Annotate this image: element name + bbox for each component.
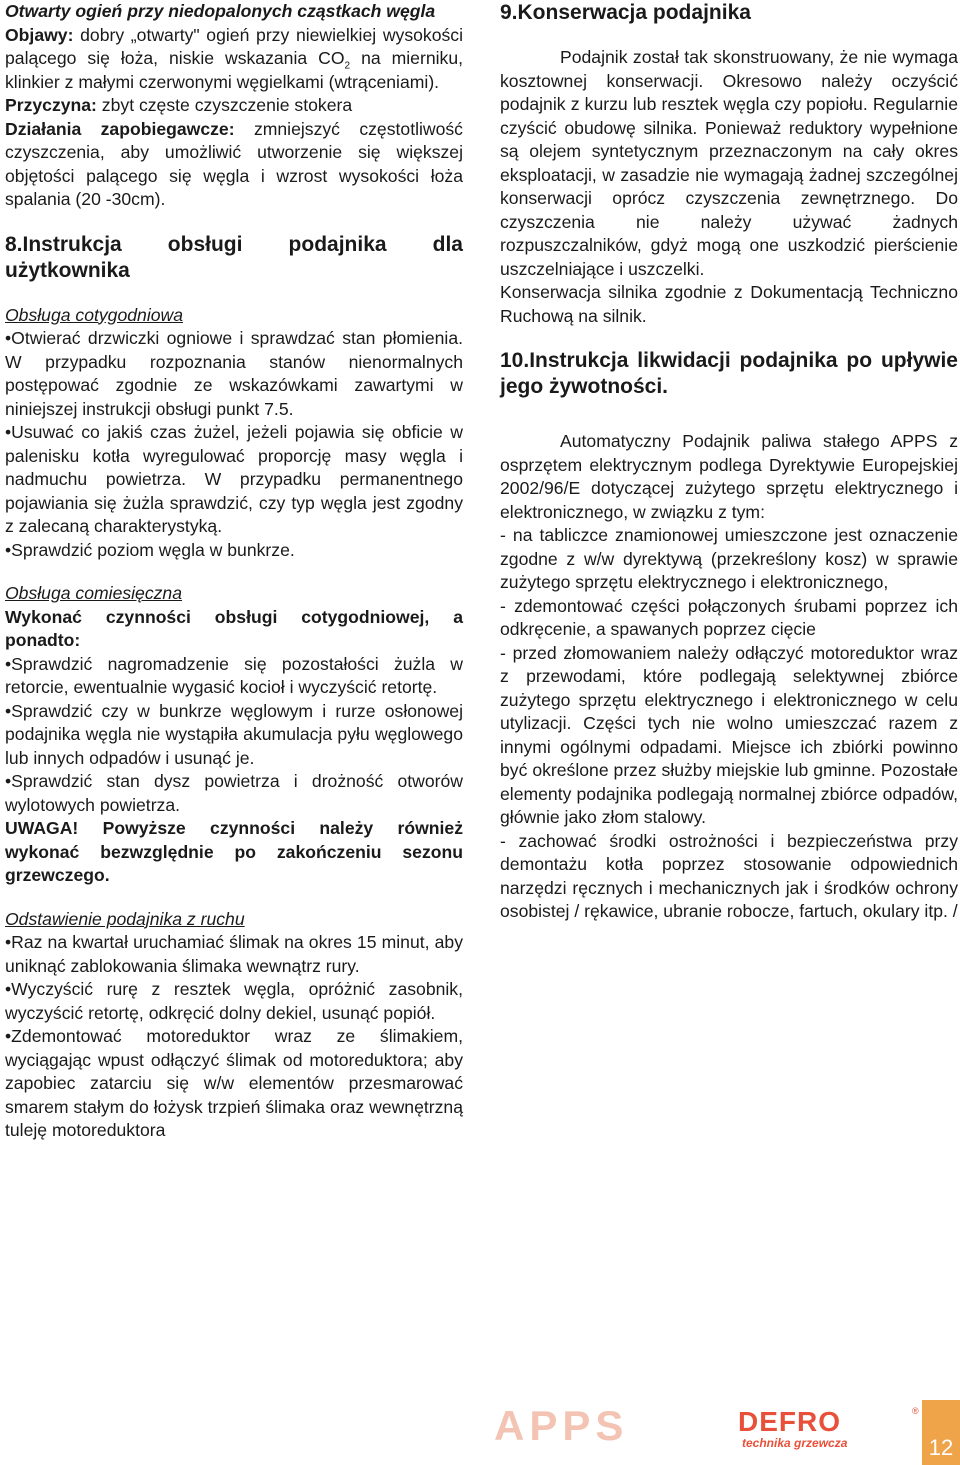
apps-logo: APPS — [494, 1402, 629, 1449]
monthly-intro-text: Wykonać czynności obsługi cotygodniowej, a ponadto: — [5, 606, 463, 650]
cause-text: zbyt częste czyszczenie stokera — [96, 95, 353, 115]
registered-mark: ® — [912, 1406, 919, 1416]
monthly-maintenance-heading: Obsługa comiesięczna — [5, 583, 183, 603]
prevention-label: Działania zapobiegawcze: — [5, 118, 235, 139]
monthly-item-3: •Sprawdzić stan dysz powietrza i drożność otworów wylotowych powietrza. — [5, 771, 463, 815]
symptoms-text-a: dobry „otwarty" ogień przy niewielkiej wysokości palącego się łoża, niskie wskazania CO — [5, 24, 463, 68]
symptoms-label: Objawy: — [5, 24, 74, 45]
shutdown-heading: Odstawienie podajnika z ruchu — [5, 908, 245, 929]
prevention-paragraph — [5, 118, 463, 212]
prevention-text: zmniejszyć częstotliwość czyszczenia, aby umożliwić utworzenie się większej objętości palącego się węgla i wzrost wysokości łoża spalania (20 -30cm). — [5, 118, 463, 209]
defro-tagline: technika grzewcza — [742, 1436, 848, 1450]
weekly-item-2: •Usuwać co jakiś czas żużel, jeżeli pojawia się obficie w palenisku kotła wyregulować proporcję masy węgla i nadmuchu powietrza. W przypadku permanentnego pojawiania się żużla sprawdzić, czy typ węgla jest zgodny z zalecaną charakterystyką. — [5, 422, 463, 536]
section-10-title: 10.Instrukcja likwidacji podajnika po upływie jego żywotności. — [500, 349, 958, 398]
defro-logo: DEFRO — [738, 1406, 841, 1437]
section-10-item-4: - zachować środki ostrożności i bezpieczeństwa przy demontażu kotła poprzez stosowanie odpowiednich narzędzi ręcznych i mechanicznych jak i środków ochrony osobistej / rękawice, ubranie robocze, fartuch, okulary itp. / — [500, 830, 958, 921]
page-number-tab — [922, 1400, 960, 1465]
shutdown-item-3: •Zdemontować motoreduktor wraz ze ślimakiem, wyciągając wpust odłączyć ślimak od motoreduktora; aby zapobiec zatarciu się w/w elementów przesmarować smarem stałym do łożysk trzpień ślimaka oraz wewnętrzną tuleję motoreduktora — [5, 1026, 463, 1140]
weekly-maintenance-heading: Obsługa cotygodniowa — [5, 304, 184, 325]
page-number: 12 — [928, 1435, 954, 1460]
warning-note — [5, 817, 463, 888]
section-9-title: 9.Konserwacja podajnika — [500, 1, 751, 24]
symptoms-paragraph — [5, 24, 463, 95]
monthly-item-2: •Sprawdzić czy w bunkrze węglowym i rurze osłonowej podajnika węgla nie wystąpiła akumulacja pyłu węglowego lub innych odpadów i usunąć je. — [5, 700, 463, 768]
weekly-item-1: •Otwierać drzwiczki ogniowe i sprawdzać stan płomienia. W przypadku rozpoznania stanów nienormalnych postępować zgodnie ze wskazówkami zawartymi w niniejszej instrukcji obsługi punkt 7.5. — [5, 328, 463, 419]
section-10-item-1: - na tabliczce znamionowej umieszczone jest oznaczenie zgodne z w/w dyrektywą (przekreślony kosz) w sprawie zużytego sprzętu elektrycznego i elektronicznego, — [500, 525, 958, 592]
shutdown-item-2: •Wyczyścić rurę z resztek węgla, opróżnić zasobnik, wyczyścić retortę, odkręcić dolny dekiel, usunąć popiół. — [5, 979, 463, 1023]
cause-label: Przyczyna: — [5, 95, 97, 115]
right-column — [500, 0, 958, 924]
section-10-item-3: - przed złomowaniem należy odłączyć motoreduktor wraz z przewodami, które podlegają selektywnej zbiórce zużytego sprzętu elektrycznego i elektronicznego w celu utylizacji. Części tych nie wolno umieszczać razem z innymi ogólnymi odpadami. Miejsce ich zbiórki powinno być określone przez służby miejskie lub gminne. Pozostałe elementy podajnika podlegają normalnej zbiórce odpadów, głównie jako złom stalowy. — [500, 642, 958, 827]
monthly-item-1: •Sprawdzić nagromadzenie się pozostałości żużla w retorcie, ewentualnie wygasić kocioł i wyczyścić retortę. — [5, 653, 463, 697]
section-10-item-2: - zdemontować części połączonych śrubami poprzez ich odkręcenie, a spawanych poprzez cięcie — [500, 595, 958, 639]
symptoms-text-b: na mierniku, klinkier z małymi czerwonymi węgielkami (wtrąceniami). — [5, 48, 463, 92]
section-9-text: Podajnik został tak skonstruowany, że nie wymaga kosztownej konserwacji. Okresowo należy oczyścić podajnik z kurzu lub resztek węgla czy popiołu. Regularnie czyścić obudowę silnika. Ponieważ reduktory wypełnione są olejem syntetycznym przeznaczonym na cały okres eksploatacji, w zasadzie nie wymagają żadnej szczególnej konserwacji oprócz czyszczenia zewnętrznego. Do czyszczenia nie należy używać żadnych rozpuszczalników, gdyż mogą one uszkodzić pierścienie uszczelniające i uszczelki. — [500, 47, 958, 279]
cause-paragraph — [5, 94, 463, 118]
weekly-item-3: •Sprawdzić poziom węgla w bunkrze. — [5, 539, 295, 560]
section-8-title: 8.Instrukcja obsługi podajnika dla użytkownika — [5, 232, 463, 282]
heading-open-fire: Otwarty ogień przy niedopalonych cząstkach węgla — [5, 1, 436, 21]
section-10-intro: Automatyczny Podajnik paliwa stałego APPS z osprzętem elektrycznym podlega Dyrektywie Europejskiej 2002/96/E dotyczącej zużytego sprzętu elektrycznego i elektronicznego, w związku z tym: — [500, 431, 958, 522]
left-column — [5, 0, 463, 1143]
page-footer — [480, 1400, 960, 1465]
monthly-intro — [5, 606, 463, 653]
warning-note-text: UWAGA! Powyższe czynności należy również wykonać bezwzględnie po zakończeniu sezonu grzewczego. — [5, 818, 463, 885]
section-9-text-2: Konserwacja silnika zgodnie z Dokumentacją Techniczno Ruchową na silnik. — [500, 282, 958, 326]
shutdown-item-1: •Raz na kwartał uruchamiać ślimak na okres 15 minut, aby uniknąć zablokowania ślimaka wewnątrz rury. — [5, 932, 463, 976]
symptoms-subscript: 2 — [344, 60, 351, 72]
